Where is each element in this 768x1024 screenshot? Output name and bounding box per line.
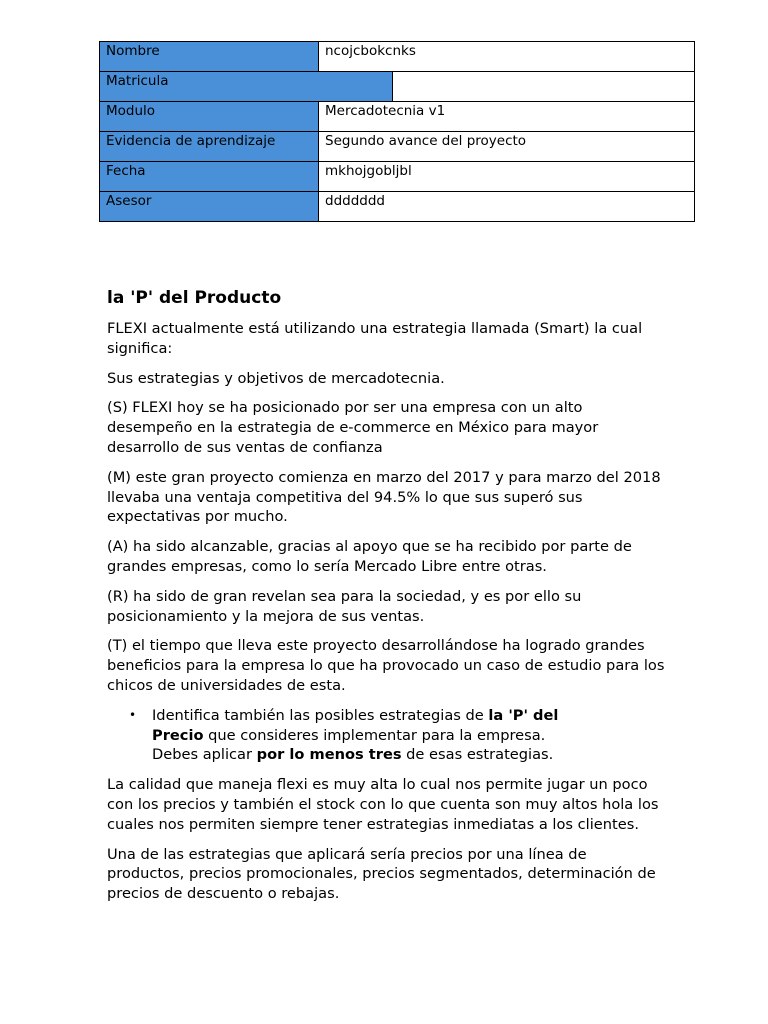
table-row [100, 192, 695, 222]
bullet-text: de esas estrategias. [401, 746, 554, 764]
label-asesor: Asesor [100, 192, 319, 222]
section-heading: la 'P' del Producto [107, 288, 282, 308]
paragraph: FLEXI actualmente está utilizando una estrategia llamada (Smart) la cual significa: [107, 320, 643, 357]
table-row [100, 72, 695, 102]
label-matricula-text: Matricula [106, 73, 169, 89]
bullet-icon: • [129, 707, 137, 722]
paragraph: Una de las estrategias que aplicará sería precios por una línea de productos, precios promocionales, precios segmentados, determinación de precios de descuento o rebajas. [107, 845, 656, 903]
info-table [99, 41, 695, 222]
table-row [100, 132, 695, 162]
paragraph: (A) ha sido alcanzable, gracias al apoyo que se ha recibido por parte de grandes empresas, como lo sería Mercado Libre entre otras. [107, 538, 632, 575]
table-row [100, 42, 695, 72]
value-asesor: ddddddd [319, 192, 695, 222]
paragraph: (T) el tiempo que lleva este proyecto desarrollándose ha logrado grandes beneficios para la empresa lo que ha provocado un caso de estudio para los chicos de universidades de esta. [107, 637, 665, 694]
paragraph: La calidad que maneja flexi es muy alta lo cual nos permite jugar un poco con los precios y también el stock con lo que cuenta son muy altos hola los cuales nos permiten siempre tener estrategias inmediatas a los clientes. [107, 776, 659, 833]
value-nombre: ncojcbokcnks [319, 42, 695, 72]
bullet-list [107, 706, 667, 765]
bullet-bold-text: la 'P' del Precio [152, 706, 559, 744]
matricula-cell-extension [318, 71, 393, 102]
label-evidencia: Evidencia de aprendizaje [100, 132, 319, 162]
paragraph: Sus estrategias y objetivos de mercadotecnia. [107, 369, 445, 387]
label-matricula [100, 72, 319, 102]
bullet-text: que consideres implementar para la empresa. [203, 726, 546, 744]
value-evidencia: Segundo avance del proyecto [319, 132, 695, 162]
paragraph: (M) este gran proyecto comienza en marzo del 2017 y para marzo del 2018 llevaba una ventaja competitiva del 94.5% lo que sus superó sus expectativas por mucho. [107, 468, 661, 526]
label-modulo: Modulo [100, 102, 319, 132]
paragraph: (S) FLEXI hoy se ha posicionado por ser una empresa con un alto desempeño en la estrategia de e-commerce en México para mayor desarrollo de sus ventas de confianza [107, 399, 599, 456]
label-nombre: Nombre [100, 42, 319, 72]
bullet-text: Identifica también las posibles estrategias de [152, 706, 489, 724]
bullet-bold-text: por lo menos tres [256, 746, 402, 764]
paragraph: (R) ha sido de gran revelan sea para la sociedad, y es por ello su posicionamiento y la mejora de sus ventas. [107, 587, 582, 625]
value-fecha: mkhojgobljbl [319, 162, 695, 192]
table-row [100, 102, 695, 132]
value-modulo: Mercadotecnia v1 [319, 102, 695, 132]
table-row [100, 162, 695, 192]
document-body [107, 287, 667, 914]
bullet-text: Debes aplicar [152, 746, 257, 764]
list-item [129, 706, 582, 765]
label-fecha: Fecha [100, 162, 319, 192]
